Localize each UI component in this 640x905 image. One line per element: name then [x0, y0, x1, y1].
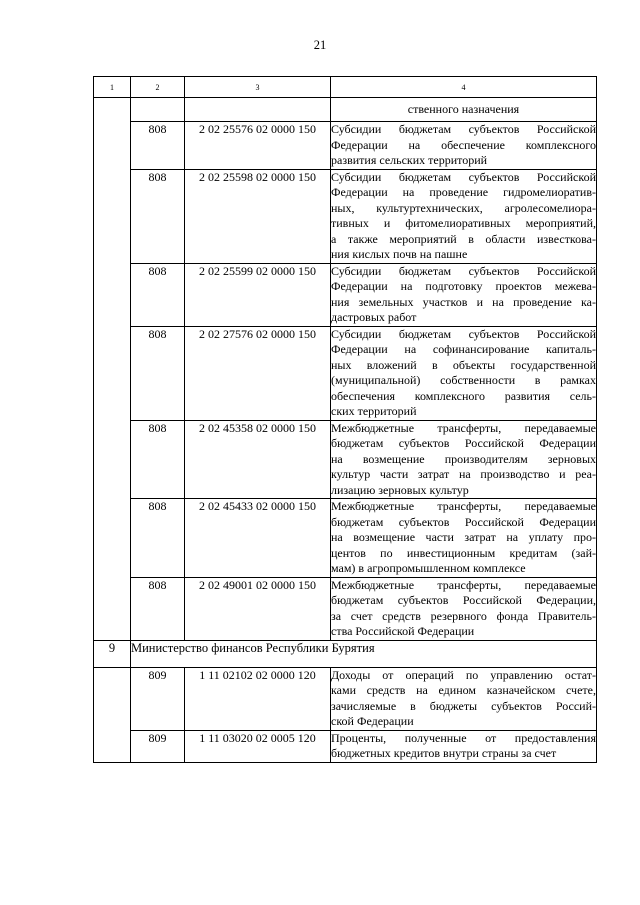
- description-line: ской Федерации: [331, 714, 414, 728]
- description-line: Доходы от операций по управлению остат-: [331, 667, 596, 682]
- revenue-code-cell: 2 02 45358 02 0000 150: [185, 420, 331, 499]
- description-line: на возмещение части затрат на уплату про-: [331, 530, 596, 544]
- description-line: обеспечения комплексного развития сель-: [331, 388, 596, 403]
- revenue-code-cell: 2 02 25598 02 0000 150: [185, 169, 331, 263]
- admin-code-cell: 808: [131, 122, 185, 170]
- description-line: ных, культуртехнических, агролесомелиора-: [331, 200, 596, 215]
- description-line: Федерации на обеспечение комплексного: [331, 137, 596, 152]
- revenue-code-cell: 2 02 27576 02 0000 150: [185, 326, 331, 420]
- description-line: на возмещение производителям зерновых: [331, 451, 596, 466]
- description-line: за счет средств резервного фонда Правитель-: [331, 608, 596, 623]
- table-row: [94, 420, 597, 499]
- description-line: ками средств на едином казначейском счете,: [331, 683, 596, 697]
- section-number: 9: [94, 640, 131, 667]
- table-row: [94, 169, 597, 263]
- revenue-code-cell: 1 11 02102 02 0000 120: [185, 667, 331, 730]
- description-line: Федерации на подготовку проектов межева-: [331, 279, 596, 293]
- admin-code-cell: 809: [131, 730, 185, 762]
- description-line: мам) в агропромышленном комплексе: [331, 561, 526, 575]
- table-row: [94, 730, 597, 762]
- table-row: [94, 667, 597, 730]
- description-line: Федерации на проведение гидромелиоратив-: [331, 185, 596, 199]
- row-description: [331, 122, 597, 170]
- column-number: 4: [331, 77, 597, 98]
- table-row: [94, 263, 597, 326]
- empty-admin-cell: [131, 98, 185, 122]
- description-line: Межбюджетные трансферты, передаваемые: [331, 420, 596, 435]
- admin-code-cell: 808: [131, 499, 185, 578]
- revenue-code-cell: 2 02 49001 02 0000 150: [185, 577, 331, 640]
- row-description: [331, 667, 597, 730]
- revenue-codes-table: [93, 76, 597, 763]
- description-line: лизацию зерновых культур: [331, 482, 469, 497]
- column-number: 1: [94, 77, 131, 98]
- table-row: [94, 577, 597, 640]
- row-description: [331, 499, 597, 578]
- column-number-row: [94, 77, 597, 98]
- admin-code-cell: 808: [131, 326, 185, 420]
- page-number: 21: [313, 38, 327, 52]
- admin-code-cell: 808: [131, 420, 185, 499]
- description-line: ских территорий: [331, 404, 417, 418]
- description-line: (муниципальной) собственности в рамках: [331, 373, 596, 387]
- column-number: 2: [131, 77, 185, 98]
- description-line: бюджетных кредитов внутри страны за счет: [331, 746, 557, 760]
- description-line: развития сельских территорий: [331, 153, 488, 167]
- description-line: ственного назначения: [407, 102, 520, 116]
- section-title: Министерство финансов Республики Бурятия: [131, 640, 597, 667]
- description-line: Федерации на софинансирование капиталь-: [331, 342, 596, 356]
- row-description: [331, 326, 597, 420]
- description-line: ных вложений в объекты государственной: [331, 357, 596, 372]
- description-line: бюджетам субъектов Российской Федерации: [331, 514, 596, 529]
- table-row: [94, 326, 597, 420]
- revenue-code-cell: 2 02 25599 02 0000 150: [185, 263, 331, 326]
- description-line: Проценты, полученные от предоставления: [331, 730, 596, 745]
- description-line: дастровых работ: [331, 310, 417, 324]
- admin-code-cell: 808: [131, 263, 185, 326]
- description-line: бюджетам субъектов Российской Федерации,: [331, 593, 596, 607]
- admin-code-cell: 808: [131, 577, 185, 640]
- revenue-code-cell: 1 11 03020 02 0005 120: [185, 730, 331, 762]
- admin-code-cell: 808: [131, 169, 185, 263]
- revenue-code-cell: 2 02 25576 02 0000 150: [185, 122, 331, 170]
- description-line: ства Российской Федерации: [331, 624, 475, 638]
- description-line: культур части затрат на производство и реа-: [331, 467, 596, 481]
- table-row: [94, 499, 597, 578]
- empty-code-cell: [185, 98, 331, 122]
- admin-code-cell: 809: [131, 667, 185, 730]
- row-description: [331, 98, 597, 122]
- table-row: [94, 122, 597, 170]
- description-line: Межбюджетные трансферты, передаваемые: [331, 499, 596, 513]
- description-line: а также мероприятий в области известкова-: [331, 231, 596, 246]
- description-line: Субсидии бюджетам субъектов Российской: [331, 169, 596, 184]
- description-line: Субсидии бюджетам субъектов Российской: [331, 263, 596, 278]
- empty-number-cell: [94, 667, 131, 762]
- row-description: [331, 420, 597, 499]
- empty-number-cell: [94, 98, 131, 641]
- description-line: ния кислых почв на пашне: [331, 247, 468, 261]
- description-line: Субсидии бюджетам субъектов Российской: [331, 326, 596, 341]
- description-line: бюджетам субъектов Российской Федерации: [331, 436, 596, 450]
- row-description: [331, 263, 597, 326]
- description-line: Межбюджетные трансферты, передаваемые: [331, 577, 596, 592]
- row-description: [331, 169, 597, 263]
- description-line: ния земельных участков и на проведение ка-: [331, 294, 596, 309]
- revenue-code-cell: 2 02 45433 02 0000 150: [185, 499, 331, 578]
- continuation-row: [94, 98, 597, 122]
- description-line: Субсидии бюджетам субъектов Российской: [331, 122, 596, 136]
- description-line: центов по инвестиционным кредитам (зай-: [331, 545, 596, 560]
- description-line: зачисляемые в бюджеты субъектов Россий-: [331, 698, 596, 713]
- column-number: 3: [185, 77, 331, 98]
- section-row: [94, 640, 597, 667]
- description-line: тивных и фитомелиоративных мероприятий,: [331, 216, 596, 230]
- row-description: [331, 577, 597, 640]
- row-description: [331, 730, 597, 762]
